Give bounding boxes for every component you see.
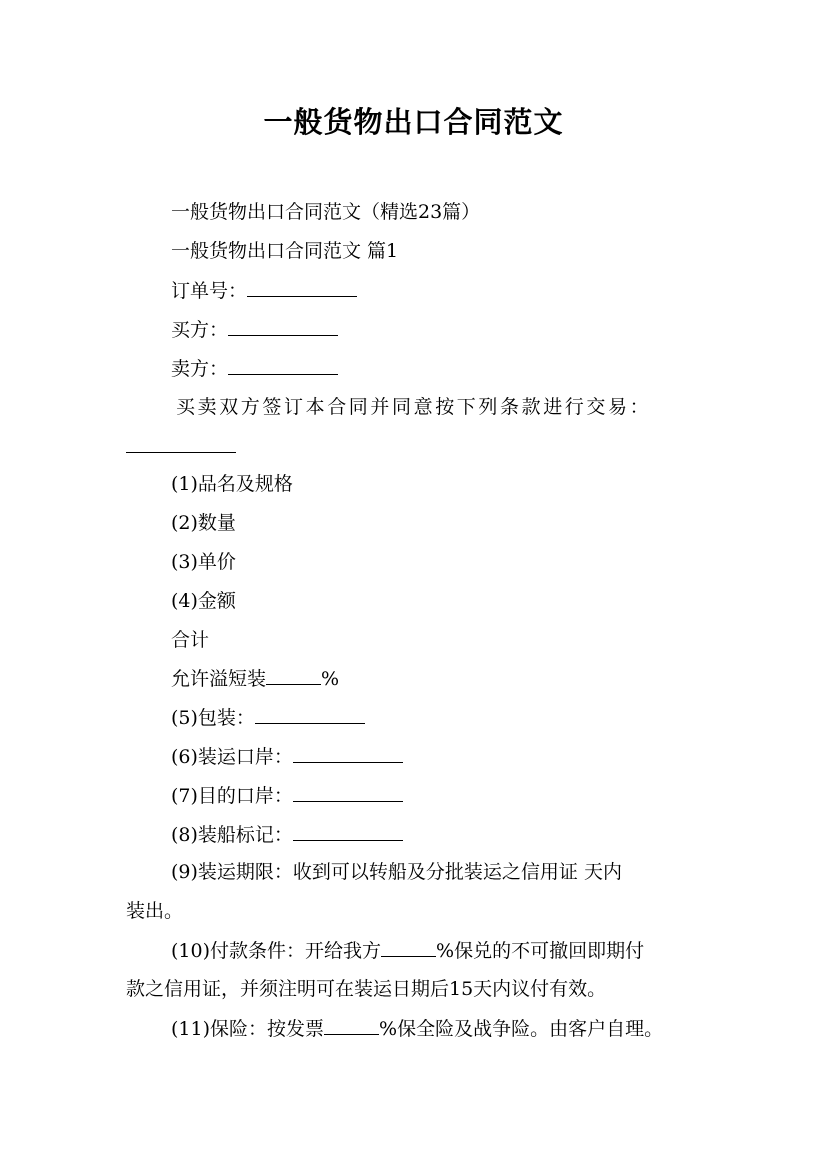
insurance-text: %保全险及战争险。由客户自理。: [379, 1018, 664, 1040]
seller-line: [171, 354, 338, 383]
payment-label: (10)付款条件：开给我方: [171, 940, 382, 962]
clause-10-continuation: 款之信用证，并须注明可在装运日期后15天内议付有效。: [126, 978, 607, 1000]
clause-9-continuation: 装出。: [126, 900, 184, 922]
packing-label: (5)包装：: [171, 707, 255, 729]
agreement-blank: [126, 432, 236, 453]
agreement-line: 买卖双方签订本合同并同意按下列条款进行交易：: [176, 396, 652, 418]
destination-port-label: (7)目的口岸：: [171, 785, 293, 807]
clause-8: [171, 820, 403, 849]
clause-6: [171, 742, 403, 771]
insurance-label: (11)保险：按发票: [171, 1018, 325, 1040]
destination-port-blank: [293, 781, 403, 802]
clause-7: [171, 781, 403, 810]
shipping-mark-label: (8)装船标记：: [171, 824, 293, 846]
buyer-blank: [228, 315, 338, 336]
seller-label: 卖方：: [171, 358, 229, 380]
agreement-continuation: [126, 432, 236, 461]
clause-2: (2)数量: [171, 512, 236, 534]
payment-text: %保兑的不可撤回即期付: [436, 940, 645, 962]
overshipment-percent: %: [321, 668, 340, 690]
overshipment-blank: [266, 664, 321, 685]
buyer-line: [171, 315, 338, 344]
overshipment-label: 允许溢短装: [171, 668, 267, 690]
payment-blank: [381, 936, 436, 957]
section-heading: 一般货物出口合同范文 篇1: [171, 240, 399, 262]
loading-port-label: (6)装运口岸：: [171, 746, 293, 768]
seller-blank: [228, 354, 338, 375]
shipping-mark-blank: [293, 820, 403, 841]
clause-9: (9)装运期限：收到可以转船及分批装运之信用证 天内: [171, 861, 622, 883]
subtitle-line: 一般货物出口合同范文（精选23篇）: [171, 201, 481, 223]
insurance-blank: [324, 1014, 379, 1035]
buyer-label: 买方：: [171, 319, 229, 341]
clause-5: [171, 703, 365, 732]
clause-1: (1)品名及规格: [171, 473, 293, 495]
packing-blank: [255, 703, 365, 724]
document-title: 一般货物出口合同范文: [263, 105, 564, 139]
order-number-label: 订单号：: [171, 280, 248, 302]
order-number-line: [171, 276, 357, 305]
total-line: 合计: [171, 629, 210, 651]
clause-10: [171, 936, 644, 965]
order-number-blank: [247, 276, 357, 297]
overshipment-line: [171, 664, 339, 693]
clause-11: [171, 1014, 663, 1043]
loading-port-blank: [293, 742, 403, 763]
clause-3: (3)单价: [171, 551, 236, 573]
clause-4: (4)金额: [171, 590, 236, 612]
